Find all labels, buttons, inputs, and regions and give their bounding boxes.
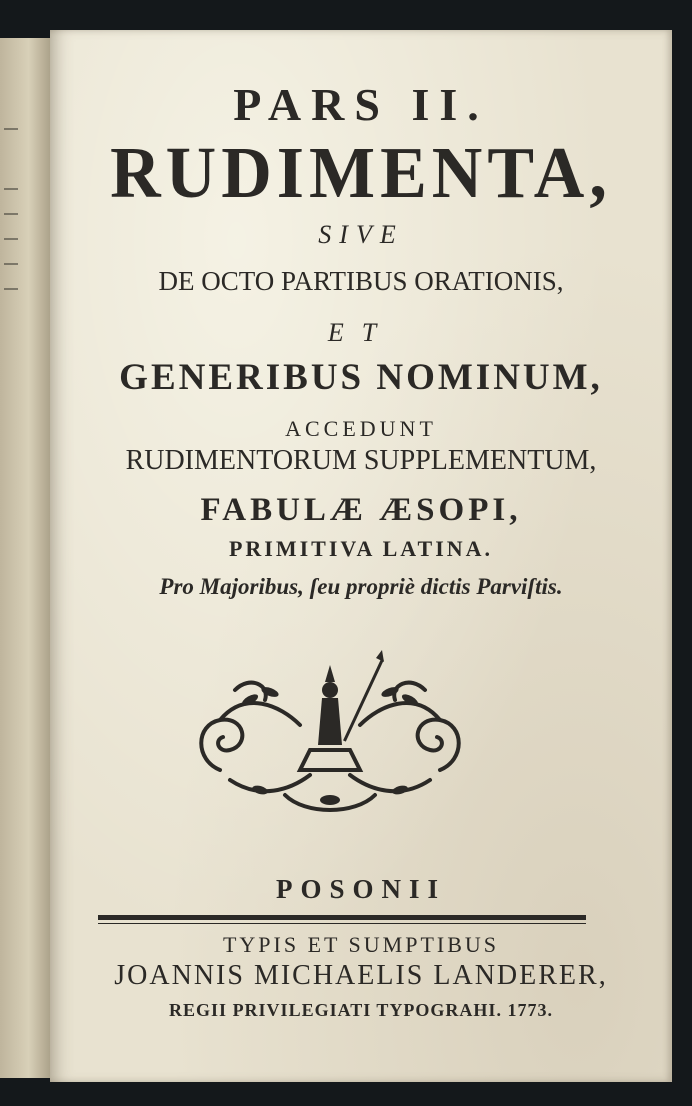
adjacent-page-edge [0, 38, 54, 1078]
place-of-publication: POSONII [275, 874, 447, 904]
supplement-line: RUDIMENTORUM SUPPLEMENTUM, [125, 445, 597, 476]
accedunt-line: ACCEDUNT [285, 416, 437, 441]
title-page [50, 30, 672, 1082]
subtitle-parts-of-speech: DE OCTO PARTIBUS ORATIONIS, [158, 266, 564, 296]
double-rule-divider [98, 915, 586, 925]
part-heading: PARS II. [233, 79, 489, 130]
sive-line: SIVE [318, 220, 404, 249]
privilege-and-year: REGII PRIVILEGIATI TYPOGRAHI. 1773. [169, 1000, 553, 1020]
printers-ornament [190, 650, 470, 820]
typis-line: TYPIS ET SUMPTIBUS [222, 932, 500, 957]
subtitle-genders: GENERIBUS NOMINUM, [119, 357, 603, 398]
primitiva-line: PRIMITIVA LATINA. [228, 536, 494, 561]
et-line: ET [327, 318, 395, 347]
main-title: RUDIMENTA, [110, 133, 612, 214]
printer-name: JOANNIS MICHAELIS LANDERER, [114, 960, 608, 991]
audience-line: Pro Majoribus, ſeu propriè dictis Parviſtis. [159, 574, 563, 599]
fables-line: FABULÆ ÆSOPI, [200, 492, 522, 528]
